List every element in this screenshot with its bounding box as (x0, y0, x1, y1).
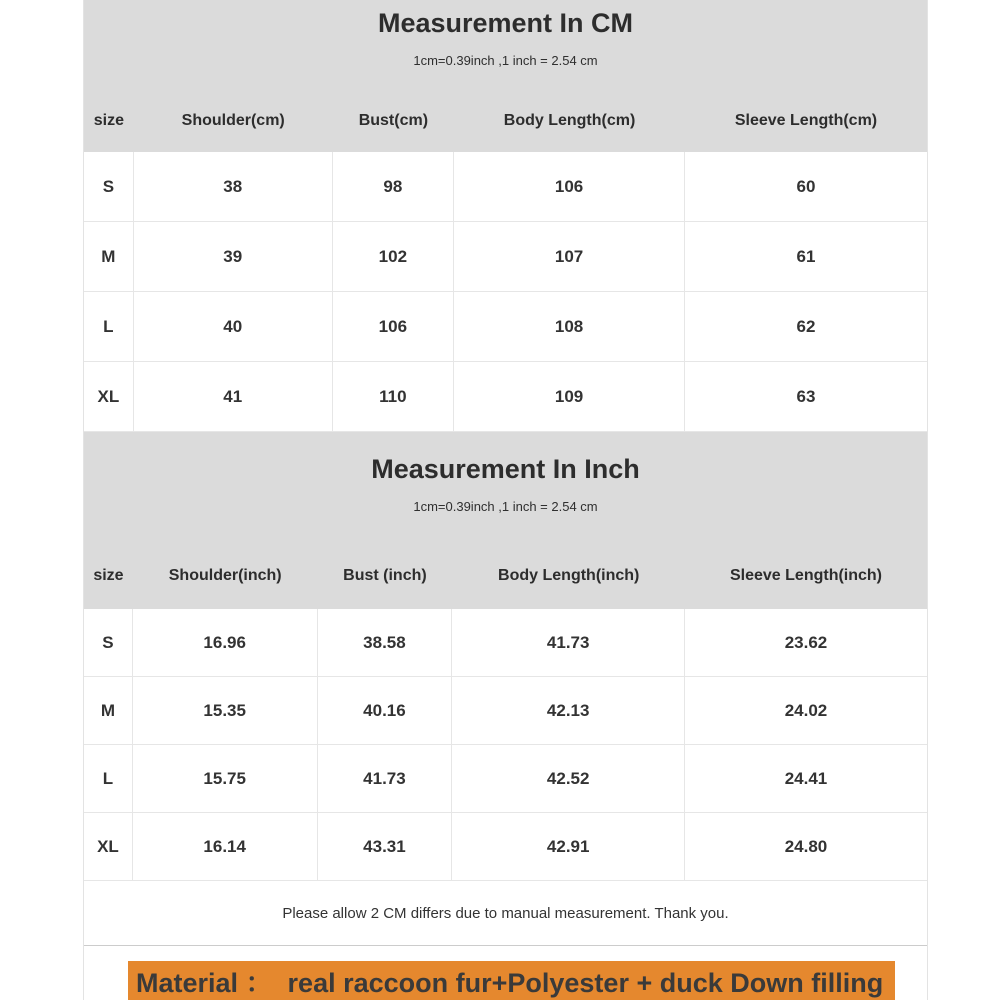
table-row-cm-l (84, 292, 927, 362)
table-row-cm-m (84, 222, 927, 292)
inch-s-shoulder: 16.96 (133, 609, 318, 676)
inch-s-bust: 38.58 (318, 609, 453, 676)
inch-col-header-size: size (93, 567, 124, 584)
cm-section-header (84, 0, 927, 152)
inch-section-header (84, 432, 927, 609)
cm-xl-bust: 110 (333, 362, 454, 431)
inch-l-body-length: 42.52 (452, 745, 685, 812)
inch-xl-size: XL (84, 813, 133, 880)
cm-table-title: Measurement In CM (377, 8, 634, 38)
cm-s-body-length: 106 (454, 152, 685, 221)
cm-xl-shoulder: 41 (134, 362, 333, 431)
cm-table-subtitle: 1cm=0.39inch ,1 inch = 2.54 cm (413, 53, 598, 68)
inch-l-bust: 41.73 (318, 745, 453, 812)
inch-l-shoulder: 15.75 (133, 745, 318, 812)
cm-xl-sleeve-length: 63 (796, 386, 816, 406)
cm-col-header-sleeve-length: Sleeve Length(cm) (734, 112, 878, 129)
cm-s-size: S (84, 152, 134, 221)
cm-l-body-length: 108 (454, 292, 685, 361)
inch-s-body-length: 41.73 (452, 609, 685, 676)
cm-col-header-body-length: Body Length(cm) (503, 112, 636, 129)
inch-xl-sleeve-length: 24.80 (784, 836, 828, 856)
inch-xl-body-length: 42.91 (452, 813, 685, 880)
cm-l-bust: 106 (333, 292, 454, 361)
inch-table-subtitle: 1cm=0.39inch ,1 inch = 2.54 cm (413, 499, 598, 514)
cm-m-bust: 102 (333, 222, 454, 291)
cm-xl-body-length: 109 (454, 362, 685, 431)
inch-s-sleeve-length: 23.62 (784, 632, 828, 652)
inch-table-title: Measurement In Inch (371, 454, 640, 484)
cm-m-size: M (84, 222, 134, 291)
inch-m-body-length: 42.13 (452, 677, 685, 744)
cm-xl-size: XL (84, 362, 134, 431)
table-row-inch-xl (84, 813, 927, 880)
cm-table-body (84, 152, 927, 432)
cm-m-sleeve-length: 61 (796, 246, 816, 266)
cm-l-size: L (84, 292, 134, 361)
cm-l-sleeve-length: 62 (796, 316, 816, 336)
cm-s-sleeve-length: 60 (796, 176, 816, 196)
inch-m-bust: 40.16 (318, 677, 453, 744)
inch-l-sleeve-length: 24.41 (784, 768, 828, 788)
cm-s-shoulder: 38 (134, 152, 333, 221)
cm-measurement-section (84, 0, 927, 432)
inch-col-header-bust: Bust (inch) (343, 567, 427, 584)
inch-col-header-shoulder: Shoulder(inch) (168, 567, 282, 584)
cm-col-header-size: size (93, 112, 124, 129)
inch-col-header-sleeve-length: Sleeve Length(inch) (729, 567, 883, 584)
inch-header-row (84, 543, 927, 609)
cm-m-body-length: 107 (454, 222, 685, 291)
table-row-cm-xl (84, 362, 927, 431)
table-row-inch-s (84, 609, 927, 677)
inch-m-size: M (84, 677, 133, 744)
inch-m-shoulder: 15.35 (133, 677, 318, 744)
size-chart-content (83, 0, 928, 1000)
inch-l-size: L (84, 745, 133, 812)
inch-measurement-section (84, 432, 927, 881)
inch-xl-shoulder: 16.14 (133, 813, 318, 880)
cm-col-header-shoulder: Shoulder(cm) (181, 112, 285, 129)
table-row-inch-l (84, 745, 927, 813)
cm-l-shoulder: 40 (134, 292, 333, 361)
table-row-inch-m (84, 677, 927, 745)
cm-col-header-bust: Bust(cm) (358, 112, 429, 129)
cm-header-row (84, 90, 927, 152)
inch-table-body (84, 609, 927, 881)
inch-s-size: S (84, 609, 133, 676)
measurement-tolerance-note: Please allow 2 CM differs due to manual measurement. Thank you. (84, 881, 927, 946)
inch-col-header-body-length: Body Length(inch) (498, 567, 640, 584)
cm-m-shoulder: 39 (134, 222, 333, 291)
table-row-cm-s (84, 152, 927, 222)
material-label: Material ： real raccoon fur+Polyester + duck Down filling (128, 961, 895, 1000)
cm-s-bust: 98 (333, 152, 454, 221)
inch-m-sleeve-length: 24.02 (784, 700, 828, 720)
material-row (84, 946, 927, 1000)
inch-xl-bust: 43.31 (318, 813, 453, 880)
